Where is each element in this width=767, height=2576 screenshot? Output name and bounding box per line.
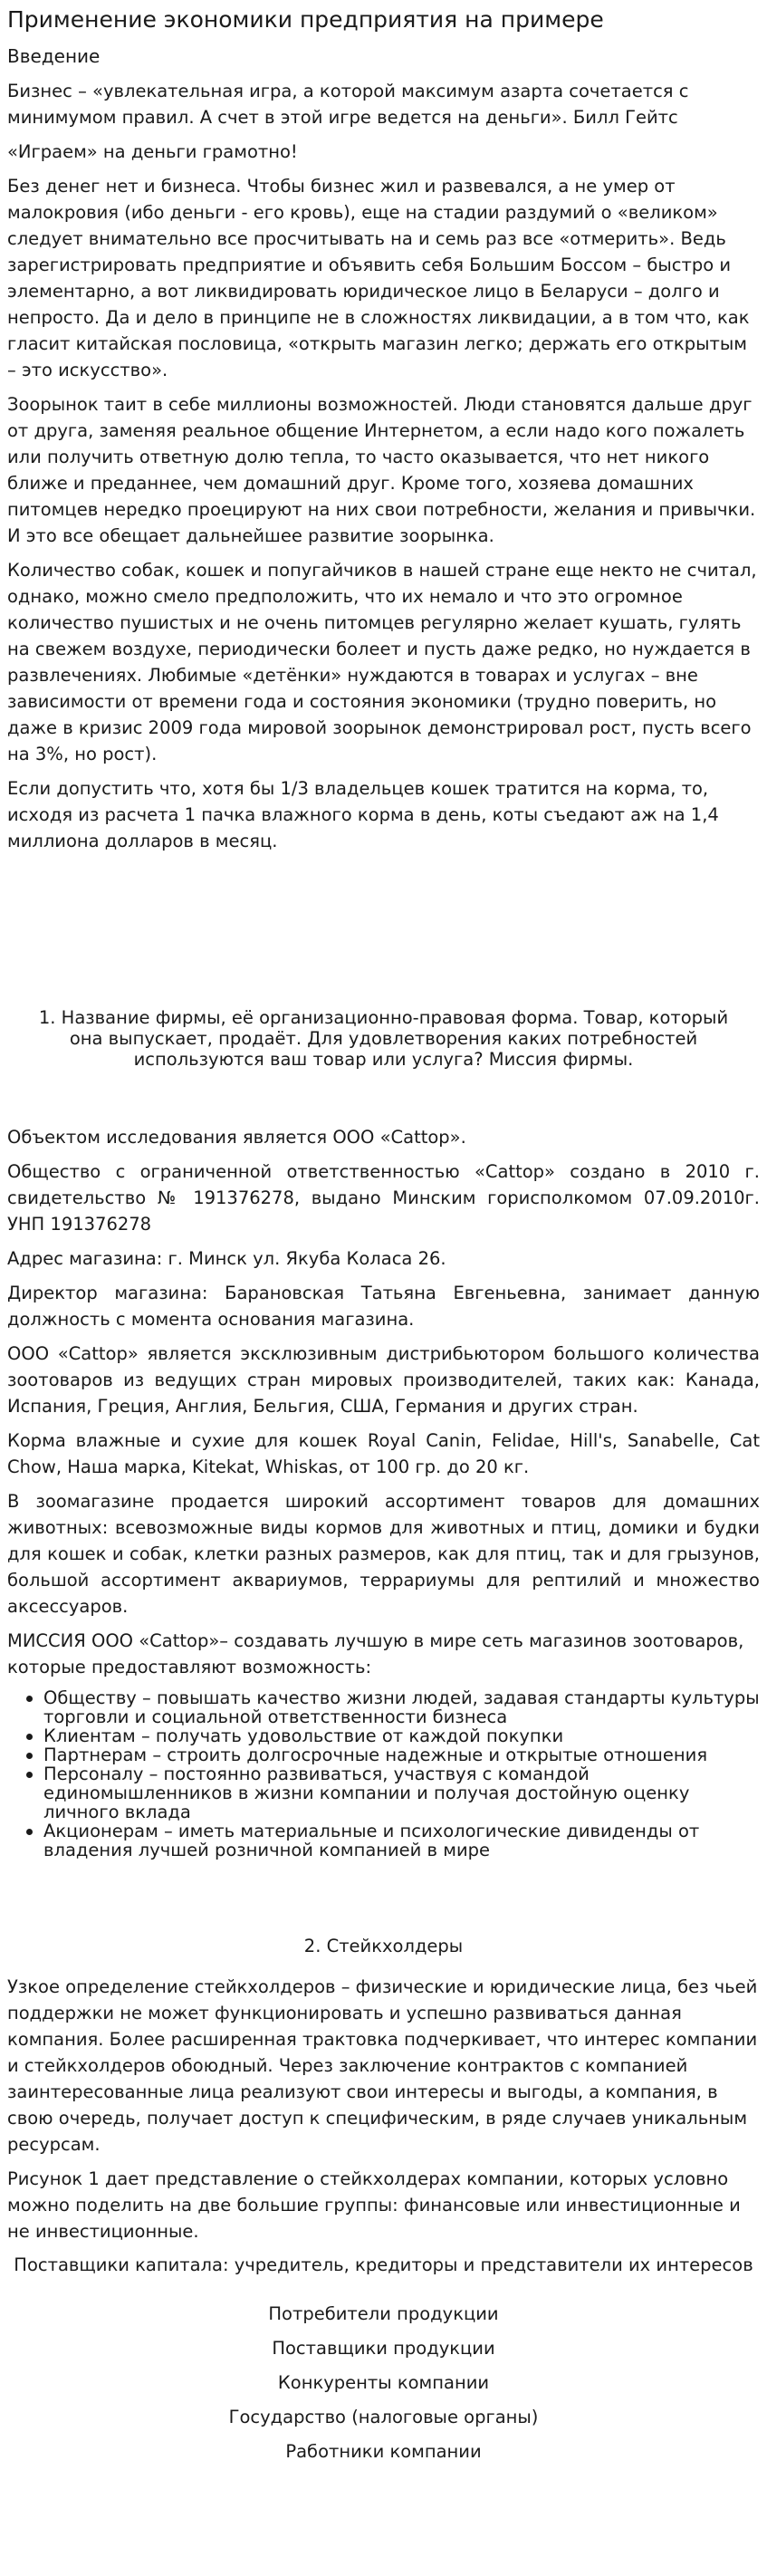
section1-paragraph: Директор магазина: Барановская Татьяна Евгеньевна, занимает данную должность с момента основания магазина. (7, 1283, 760, 1330)
list-item: Партнерам – строить долгосрочные надежные и открытые отношения (43, 1745, 760, 1764)
section2-paragraph: Рисунок 1 дает представление о стейкхолдерах компании, которых условно можно поделить на две большие группы: финансовые или инвестиционные и не инвестиционные. (7, 2168, 741, 2242)
list-item: Клиентам – получать удовольствие от каждой покупки (43, 1726, 760, 1745)
intro-paragraph: Бизнес – «увлекательная игра, а которой максимум азарта сочетается с минимумом правил. А счет в этой игре ведется на деньги». Билл Гейтс (7, 81, 689, 128)
section2-paragraph: Узкое определение стейкхолдеров – физические и юридические лица, без чьей поддержки не может функционировать и успешно развиваться данная компания. Более расширенная трактовка подчеркивает, что интерес компании и стейкхолдеров обоюдный. Через заключение контрактов с компанией заинтересованные лица реализуют свои интересы и выгоды, а компания, в свою очередь, получает доступ к специфическим, в ряде случаев уникальным ресурсам. (7, 1976, 758, 2155)
intro-paragraph: «Играем» на деньги грамотно! (7, 141, 298, 162)
list-item: Акционерам – иметь материальные и психологические дивиденды от владения лучшей розничной компанией в мире (43, 1821, 760, 1860)
mission-list (7, 1688, 760, 1860)
spacer (7, 862, 760, 1007)
document-page (0, 5, 767, 2576)
spacer (7, 1860, 760, 1934)
section2-heading: 2. Стейкхолдеры (303, 1936, 464, 1956)
section1-paragraph: ООО «Cattop» является эксклюзивным дистрибьютором большого количества зоотоваров из ведущих стран мировых производителей, таких как: Канада, Испания, Греция, Англия, Бельгия, США, Германия и других стран. (7, 1343, 760, 1417)
stakeholder-line: Поставщики продукции (272, 2338, 495, 2359)
section1-paragraph: Объектом исследования является ООО «Cattop». (7, 1127, 466, 1148)
stakeholder-line: Поставщики капитала: учредитель, кредиторы и представители их интересов (14, 2254, 753, 2275)
page-title: Применение экономики предприятия на примере (7, 6, 604, 33)
mission-paragraph: МИССИЯ ООО «Cattop»– создавать лучшую в мире сеть магазинов зоотоваров, которые предоставляют возможность: (7, 1630, 744, 1677)
document-body (0, 5, 767, 2465)
section1-paragraph: Общество с ограниченной ответственностью «Cattop» создано в 2010 г. свидетельство № 191376278, выдано Минским горисполкомом 07.09.2010г. УНП 191376278 (7, 1161, 760, 1235)
intro-paragraph: Количество собак, кошек и попугайчиков в нашей стране еще некто не считал, однако, можно смело предположить, что их немало и что это огромное количество пушистых и не очень питомцев регулярно желает кушать, гулять на свежем воздухе, периодически болеет и пусть даже редко, но нуждается в развлечениях. Любимые «детёнки» нуждаются в товарах и услугах – вне зависимости от времени года и состояния экономики (трудно поверить, но даже в кризис 2009 года мировой зоорынок демонстрировал рост, пусть всего на 3%, но рост). (7, 560, 757, 764)
stakeholder-line: Потребители продукции (268, 2303, 499, 2324)
intro-paragraph: Зоорынок таит в себе миллионы возможностей. Люди становятся дальше друг от друга, заменяя реальное общение Интернетом, а если надо кого пожалеть или получить ответную долю тепла, то часто оказывается, что нет никого ближе и преданнее, чем домашний друг. Кроме того, хозяева домашних питомцев нередко проецируют на них свои потребности, желания и привычки. И это все обещает дальнейшее развитие зоорынка. (7, 394, 756, 546)
spacer (7, 1070, 760, 1124)
stakeholder-line: Государство (налоговые органы) (228, 2407, 539, 2427)
intro-heading: Введение (7, 45, 101, 67)
section1-heading: 1. Название фирмы, её организационно-правовая форма. Товар, который она выпускает, продаёт. Для удовлетворения каких потребностей используются ваш товар или услуга? Миссия фирмы. (38, 1007, 729, 1070)
section1-paragraph: Корма влажные и сухие для кошек Royal Canin, Felidae, Hill's, Sanabelle, Cat Chow, Наша марка, Kitekat, Whiskas, от 100 гр. до 20 кг. (7, 1430, 760, 1477)
stakeholder-line: Работники компании (285, 2441, 482, 2462)
stakeholder-line: Конкуренты компании (277, 2372, 490, 2393)
intro-paragraph: Без денег нет и бизнеса. Чтобы бизнес жил и развевался, а не умер от малокровия (ибо деньги - его кровь), еще на стадии раздумий о «великом» следует внимательно все просчитывать на и семь раз все «отмерить». Ведь зарегистрировать предприятие и объявить себя Большим Боссом – быстро и элементарно, а вот ликвидировать юридическое лицо в Беларуси – долго и непросто. Да и дело в принципе не в сложностях ликвидации, а в том что, как гласит китайская пословица, «открыть магазин легко; держать его открытым – это искусство». (7, 176, 750, 380)
list-item: Обществу – повышать качество жизни людей, задавая стандарты культуры торговли и социальной ответственности бизнеса (43, 1687, 760, 1727)
section1-paragraph: В зоомагазине продается широкий ассортимент товаров для домашних животных: всевозможные виды кормов для животных и птиц, домики и будки для кошек и собак, клетки разных размеров, как для птиц, так и для грызунов, большой ассортимент аквариумов, террариумы для рептилий и множество аксессуаров. (7, 1491, 760, 1617)
section1-paragraph: Адрес магазина: г. Минск ул. Якуба Коласа 26. (7, 1248, 446, 1269)
intro-paragraph: Если допустить что, хотя бы 1/3 владельцев кошек тратится на корма, то, исходя из расчета 1 пачка влажного корма в день, коты съедают аж на 1,4 миллиона долларов в месяц. (7, 778, 719, 851)
list-item: Персоналу – постоянно развиваться, участвуя с командой единомышленников в жизни компании и получая достойную оценку личного вклада (43, 1764, 760, 1821)
